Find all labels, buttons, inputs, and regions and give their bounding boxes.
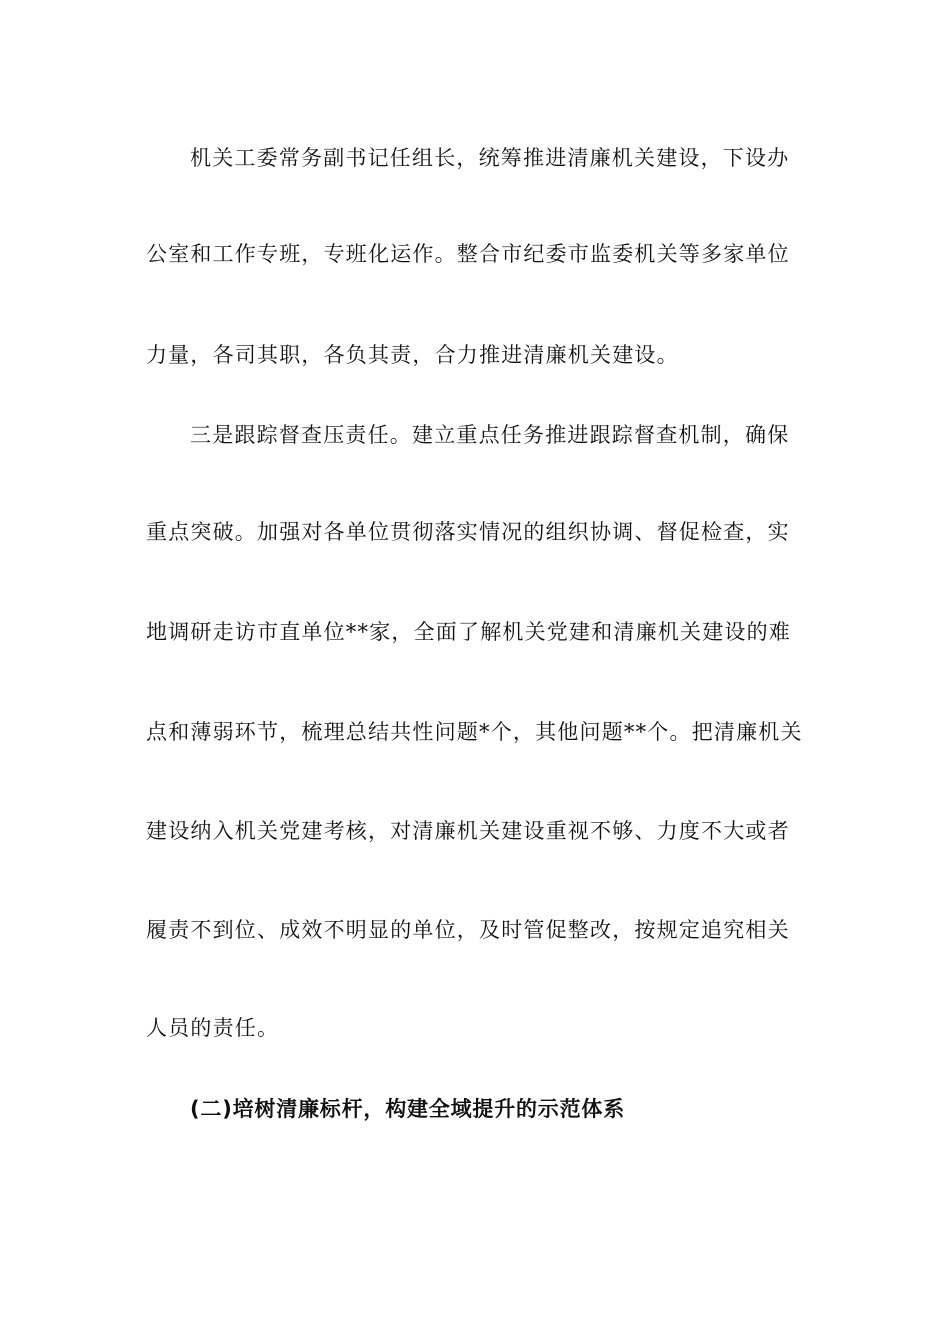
paragraph-line: 重点突破。加强对各单位贯彻落实情况的组织协调、督促检查，实	[146, 520, 790, 544]
paragraph-line: 人员的责任。	[146, 1016, 280, 1040]
paragraph-line: 公室和工作专班，专班化运作。整合市纪委市监委机关等多家单位	[146, 242, 790, 266]
paragraph-line: 三是跟踪督查压责任。建立重点任务推进跟踪督查机制，确保	[190, 423, 790, 447]
paragraph-line: 地调研走访市直单位**家，全面了解机关党建和清廉机关建设的难	[146, 620, 791, 644]
section-heading: (二)培树清廉标杆，构建全域提升的示范体系	[190, 1097, 625, 1121]
paragraph-line: 履责不到位、成效不明显的单位，及时管促整改，按规定追究相关	[146, 918, 790, 942]
paragraph-line: 建设纳入机关党建考核，对清廉机关建设重视不够、力度不大或者	[146, 819, 790, 843]
paragraph-line: 点和薄弱环节，梳理总结共性问题*个，其他问题**个。把清廉机关	[146, 720, 803, 744]
paragraph-line: 机关工委常务副书记任组长，统筹推进清廉机关建设，下设办	[190, 146, 790, 170]
paragraph-line: 力量，各司其职，各负其责，合力推进清廉机关建设。	[146, 343, 679, 367]
